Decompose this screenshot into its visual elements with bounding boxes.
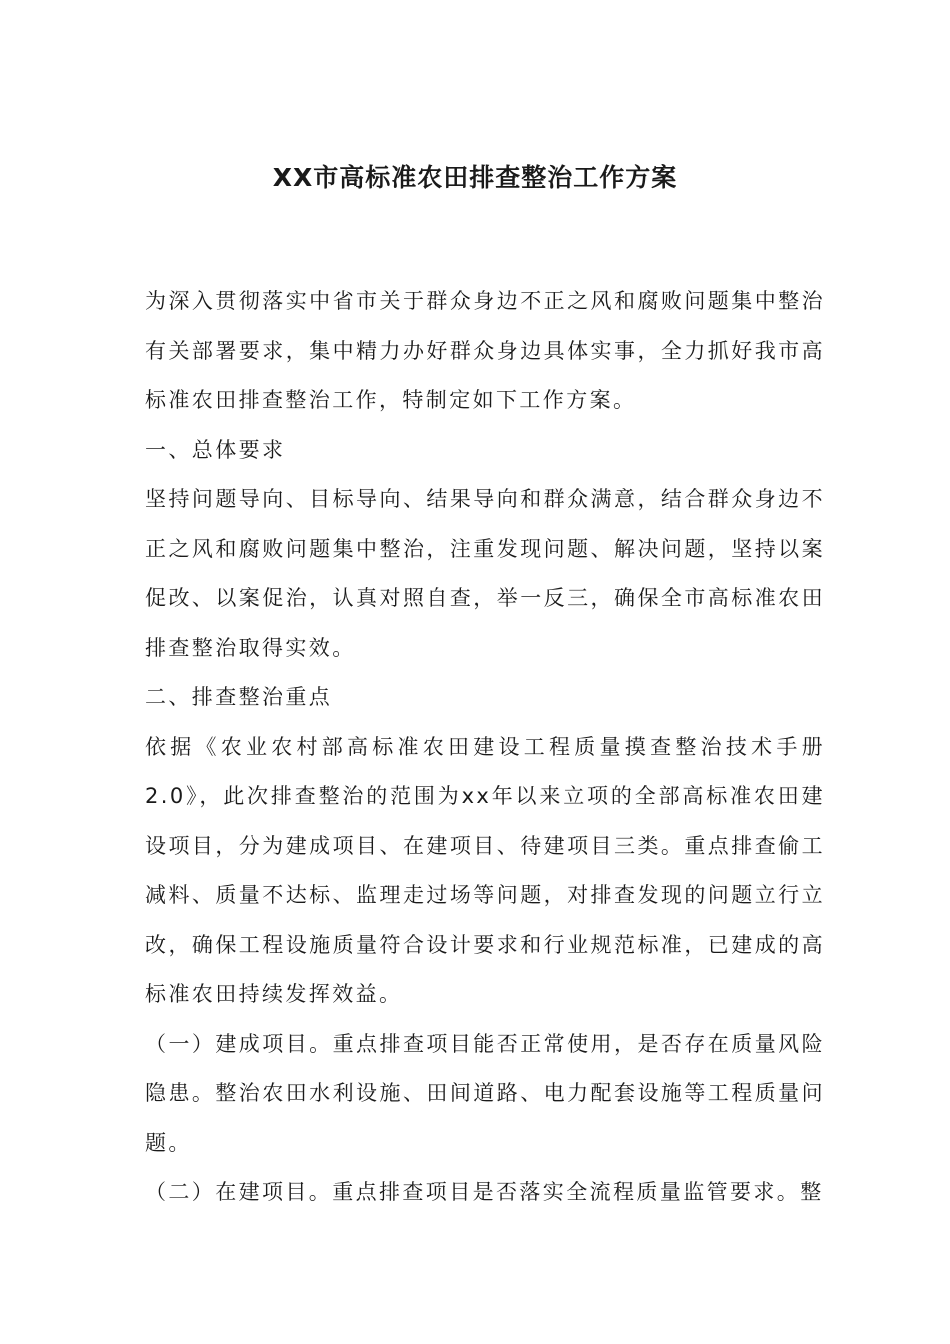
section-heading-key-points: 二、排查整治重点	[145, 685, 333, 709]
intro-paragraph: 为深入贯彻落实中省市关于群众身边不正之风和腐败问题集中整治有关部署要求，集中精力办好群众身边具体实事，全力抓好我市高标准农田排查整治工作，特制定如下工作方案。	[145, 289, 825, 412]
section-heading-general-requirements: 一、总体要求	[145, 437, 286, 462]
document-title: XX市高标准农田排查整治工作方案	[272, 163, 678, 192]
general-requirements-paragraph: 坚持问题导向、目标导向、结果导向和群众满意，结合群众身边不正之风和腐败问题集中整治，注重发现问题、解决问题，坚持以案促改、以案促治，认真对照自查，举一反三，确保全市高标准农田排查整治取得实效。	[145, 487, 825, 660]
document-body	[145, 277, 825, 1218]
key-points-paragraph: 依据《农业农村部高标准农田建设工程质量摸查整治技术手册2.0》，此次排查整治的范围为xx年以来立项的全部高标准农田建设项目，分为建成项目、在建项目、待建项目三类。重点排查偷工减料、质量不达标、监理走过场等问题，对排查发现的问题立行立改，确保工程设施质量符合设计要求和行业规范标准，已建成的高标准农田持续发挥效益。	[145, 734, 825, 1006]
ongoing-projects-paragraph: （二）在建项目。重点排查项目是否落实全流程质量监管要求。整	[145, 1180, 824, 1204]
completed-projects-paragraph: （一）建成项目。重点排查项目能否正常使用，是否存在质量风险隐患。整治农田水利设施、田间道路、电力配套设施等工程质量问题。	[145, 1031, 825, 1155]
